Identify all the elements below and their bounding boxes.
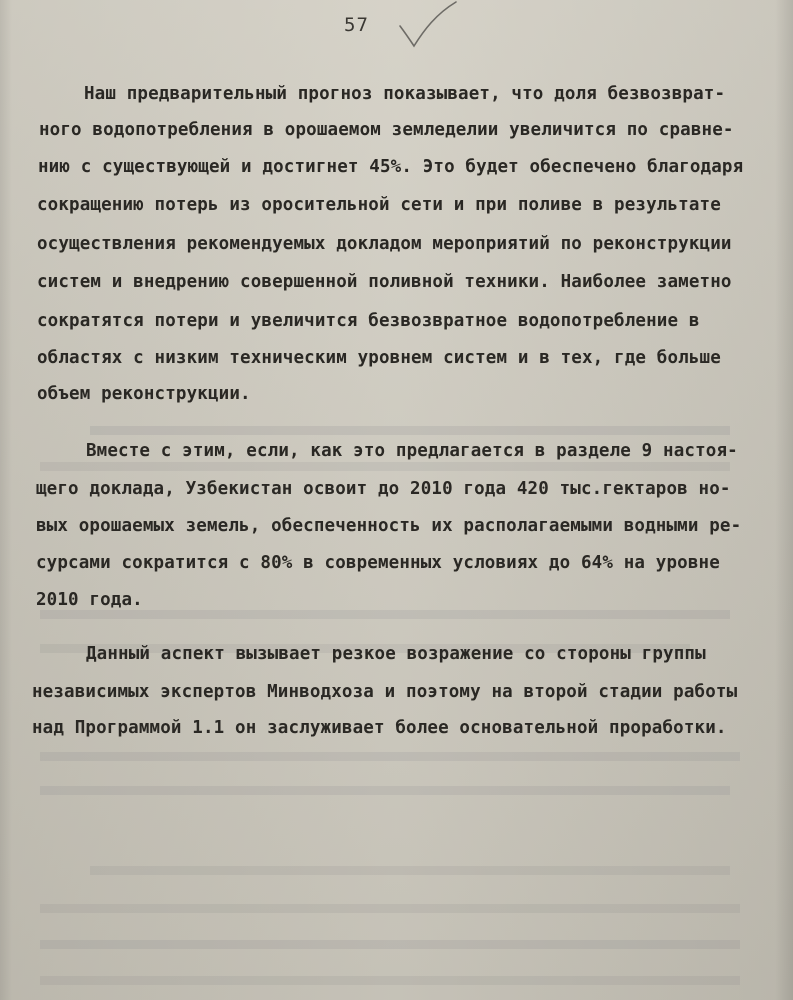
paragraph-line: областях с низким техническим уровнем систем и в тех, где больше xyxy=(37,348,721,368)
paragraph-line: над Программой 1.1 он заслуживает более основательной проработки. xyxy=(32,718,727,738)
paragraph-line: объем реконструкции. xyxy=(37,384,251,404)
paragraph-line: Наш предварительный прогноз показывает, что доля безвозврат- xyxy=(84,84,726,104)
page-left-shadow xyxy=(0,0,12,1000)
page-number: 57 xyxy=(344,14,369,36)
paragraph-line: систем и внедрению совершенной поливной техники. Наиболее заметно xyxy=(37,272,732,292)
paragraph-line: сурсами сократится с 80% в современных условиях до 64% на уровне xyxy=(36,553,720,573)
paragraph-line: Вместе с этим, если, как это предлагается в разделе 9 настоя- xyxy=(86,441,738,461)
paragraph-line: Данный аспект вызывает резкое возражение со стороны группы xyxy=(86,644,706,664)
paragraph-line: ного водопотребления в орошаемом земледелии увеличится по сравне- xyxy=(39,120,734,140)
check-mark-icon xyxy=(392,0,462,60)
paragraph-line: независимых экспертов Минводхоза и поэтому на второй стадии работы xyxy=(32,682,738,702)
paragraph-line: вых орошаемых земель, обеспеченность их располагаемыми водными ре- xyxy=(36,516,742,536)
paragraph-line: щего доклада, Узбекистан освоит до 2010 года 420 тыс.гектаров но- xyxy=(36,479,731,499)
page-right-shadow xyxy=(775,0,793,1000)
paragraph-line: сокращению потерь из оросительной сети и при поливе в результате xyxy=(37,195,721,215)
paragraph-line: 2010 года. xyxy=(36,590,143,610)
paragraph-line: нию с существующей и достигнет 45%. Это будет обеспечено благодаря xyxy=(38,157,744,177)
paragraph-line: сократятся потери и увеличится безвозвратное водопотребление в xyxy=(37,311,700,331)
paragraph-line: осуществления рекомендуемых докладом мероприятий по реконструкции xyxy=(37,234,732,254)
